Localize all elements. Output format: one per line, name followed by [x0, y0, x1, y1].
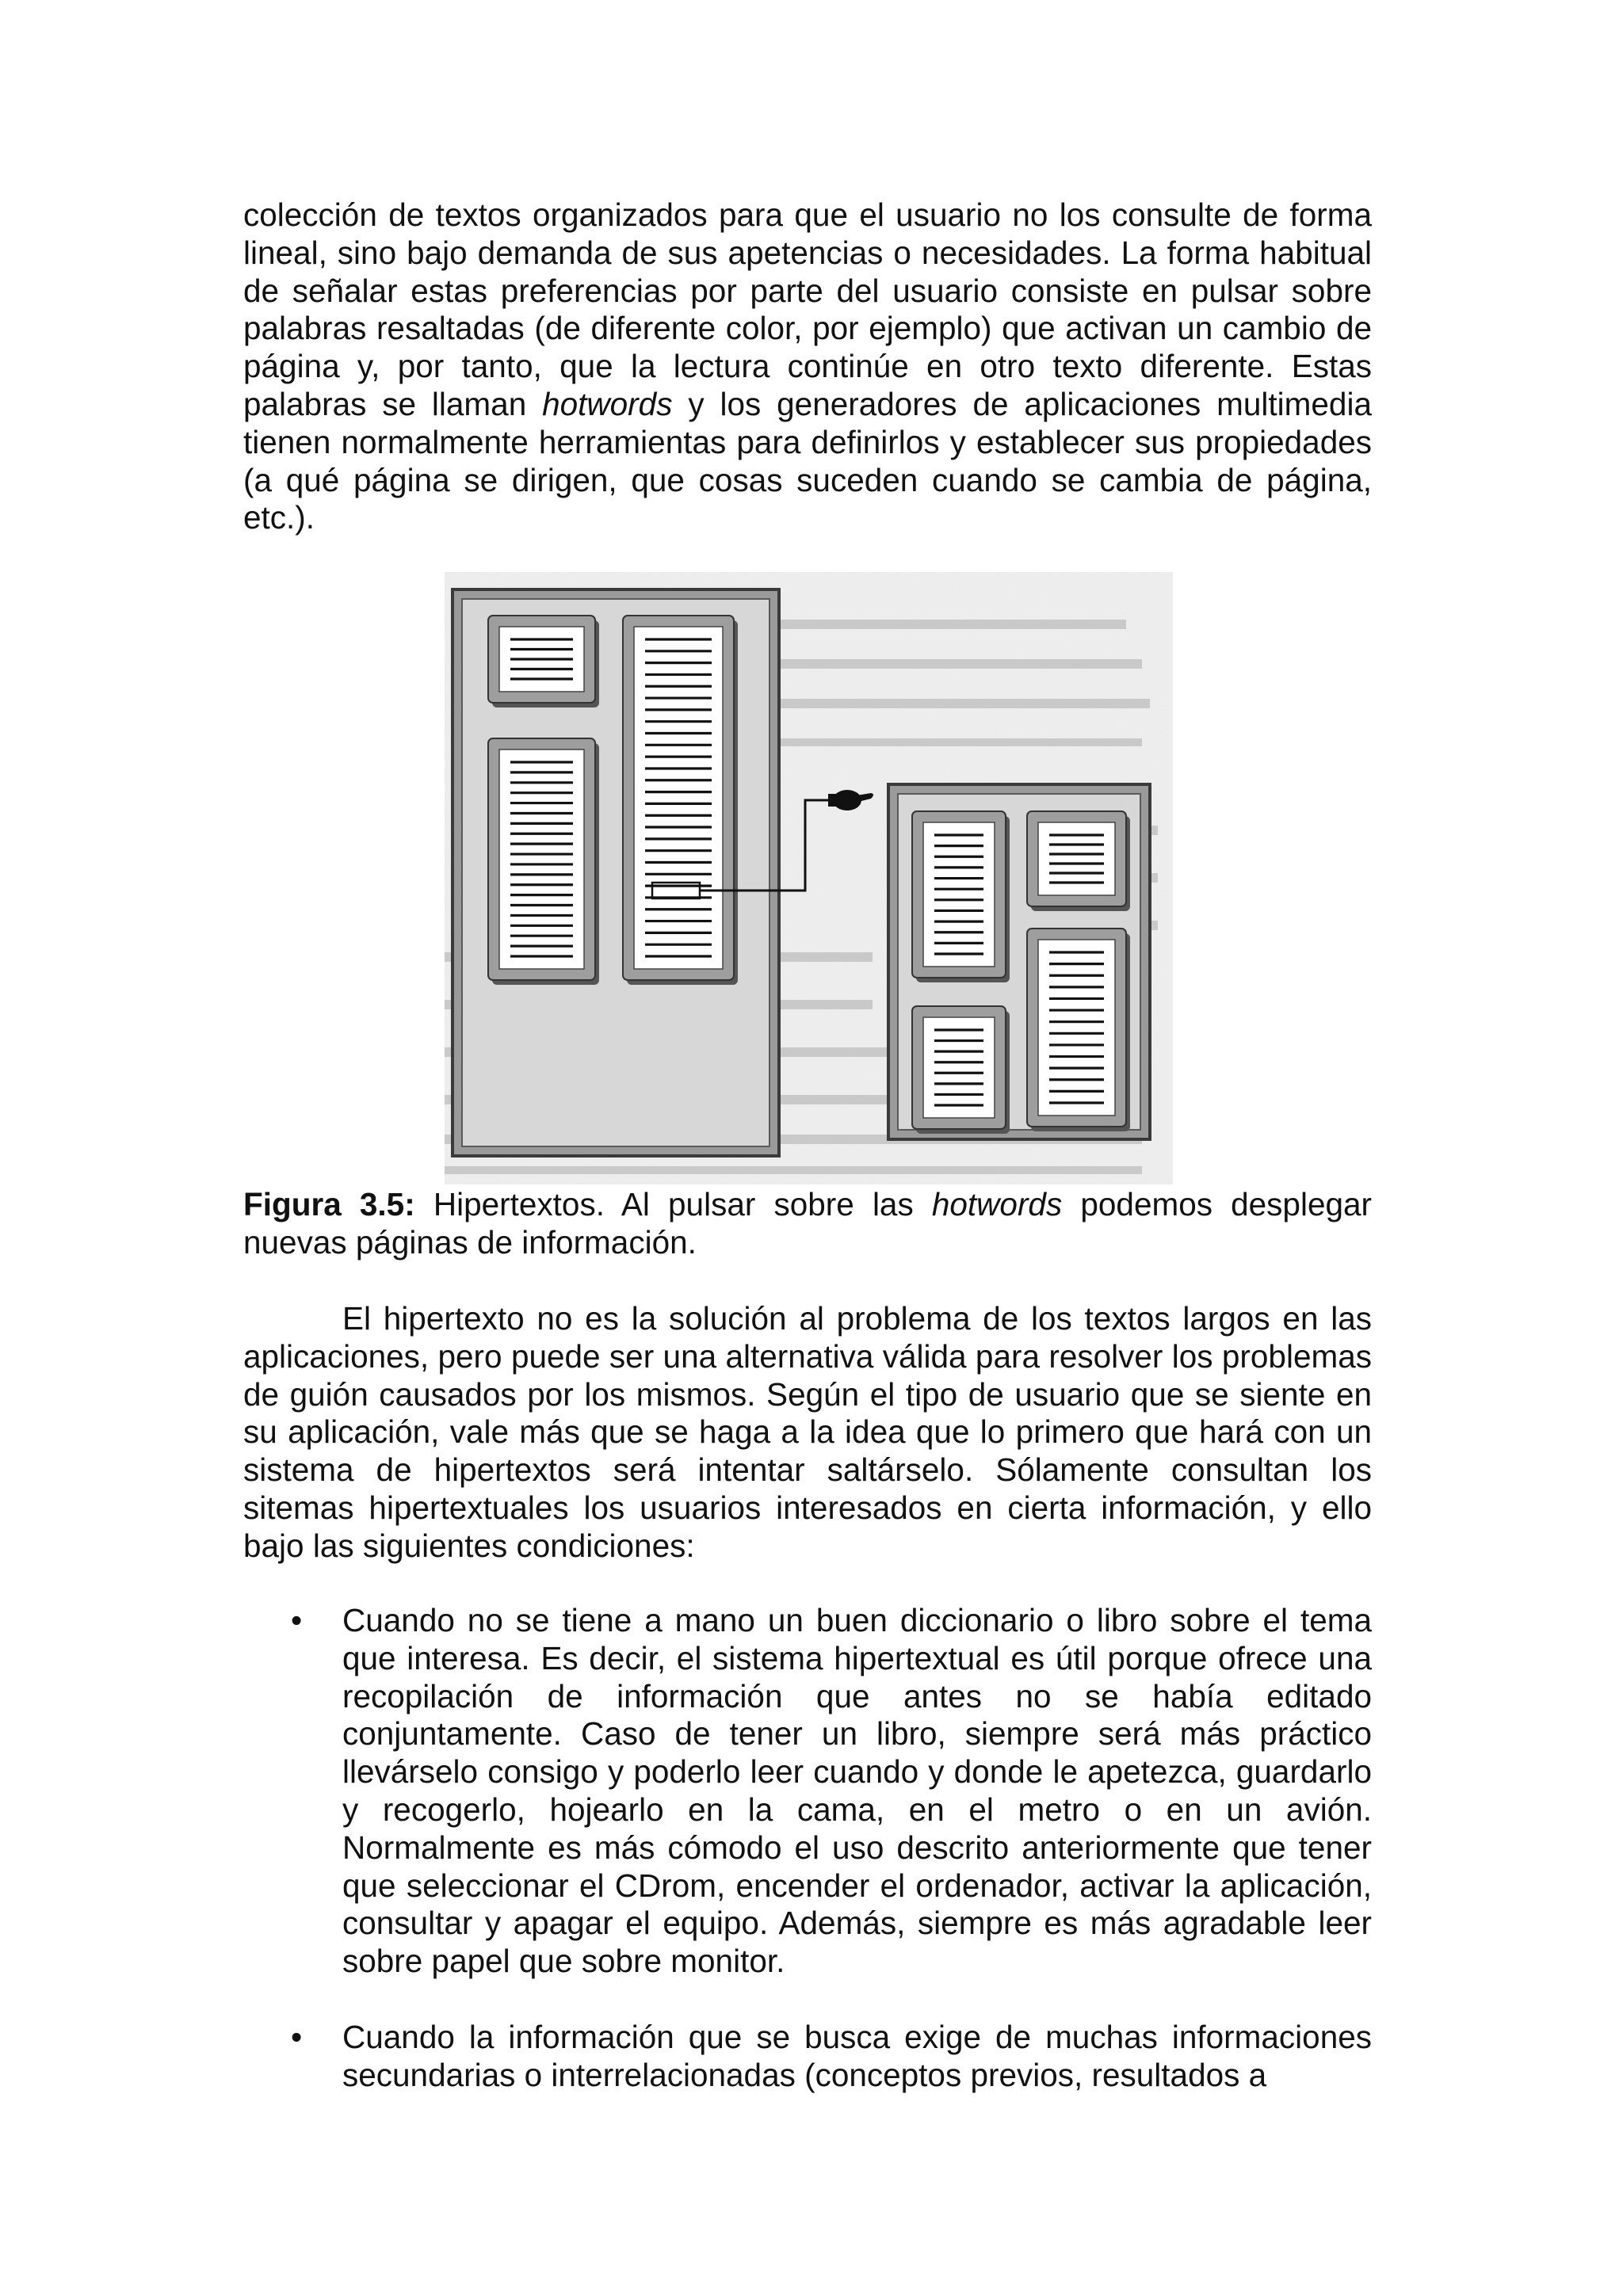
text-block [912, 811, 1010, 982]
list-item [243, 1602, 1372, 1981]
paragraph-intro-text-2: y los generadores de aplicaciones multimedia tienen normalmente herramientas para definirlos y establecer sus propiedades (a qué página se dirigen, que cosas suceden cuando se cambia de página, etc.). [243, 385, 1372, 536]
bullet-marker: • [291, 1602, 303, 1638]
conditions-list [243, 1602, 1372, 2095]
paragraph-intro-text-1: colección de textos organizados para que el usuario no los consulte de forma lineal, sino bajo demanda de sus apetencias o necesidades. La forma habitual de señalar estas preferencias por parte del usuario consiste en pulsar sobre palabras resaltadas (de diferente color, por ejemplo) que activan un cambio de página y, por tanto, que la lectura continúe en otro texto diferente. Estas palabras se llaman [243, 196, 1372, 422]
list-item-text: Cuando la información que se busca exige de muchas informaciones secundarias o interrelacionadas (conceptos previos, resultados a [342, 2018, 1372, 2093]
bullet-marker: • [291, 2018, 303, 2055]
figure-caption-hotwords: hotwords [931, 1186, 1063, 1222]
text-block [488, 616, 599, 707]
figure-caption-text-1: Hipertextos. Al pulsar sobre las [414, 1186, 932, 1222]
hotwords-term: hotwords [542, 385, 673, 422]
list-item-text: Cuando no se tiene a mano un buen diccionario o libro sobre el tema que interesa. Es decir, el sistema hipertextual es útil porque ofrece una recopilación de información que antes no se había editado conjuntamente. Caso de tener un libro, siempre será más práctico llevárselo consigo y poderlo leer cuando y donde le apetezca, guardarlo y recogerlo, hojearlo en la cama, en el metro o en un avión. Normalmente es más cómodo el uso descrito anteriormente que tener que seleccionar el CDrom, encender el ordenador, activar la aplicación, consultar y apagar el equipo. Además, siempre es más agradable leer sobre papel que sobre monitor. [342, 1602, 1372, 1980]
figure-caption [243, 1186, 1372, 1262]
figure-caption-label: Figura 3.5: [243, 1186, 415, 1222]
paragraph-hypertext: El hipertexto no es la solución al problema de los textos largos en las aplicaciones, pero puede ser una alternativa válida para resolver los problemas de guión causados por los mismos. Según el tipo de usuario que se siente en su aplicación, vale más que se haga a la idea que lo primero que hará con un sistema de hipertextos será intentar saltárselo. Sólamente consultan los sitemas hipertextuales los usuarios interesados en cierta información, y ello bajo las siguientes condiciones: [243, 1300, 1372, 1564]
paragraph-intro [243, 196, 1372, 537]
text-block [1027, 811, 1130, 911]
list-item [243, 2019, 1372, 2095]
hypertext-figure [445, 572, 1173, 1184]
text-block [488, 738, 599, 985]
figure-caption-text-2: podemos desplegar nuevas páginas de información. [243, 1186, 1373, 1261]
text-block [912, 1006, 1010, 1134]
hypertext-illustration [445, 572, 1173, 1184]
text-block [1027, 929, 1130, 1131]
text-block [623, 616, 738, 985]
